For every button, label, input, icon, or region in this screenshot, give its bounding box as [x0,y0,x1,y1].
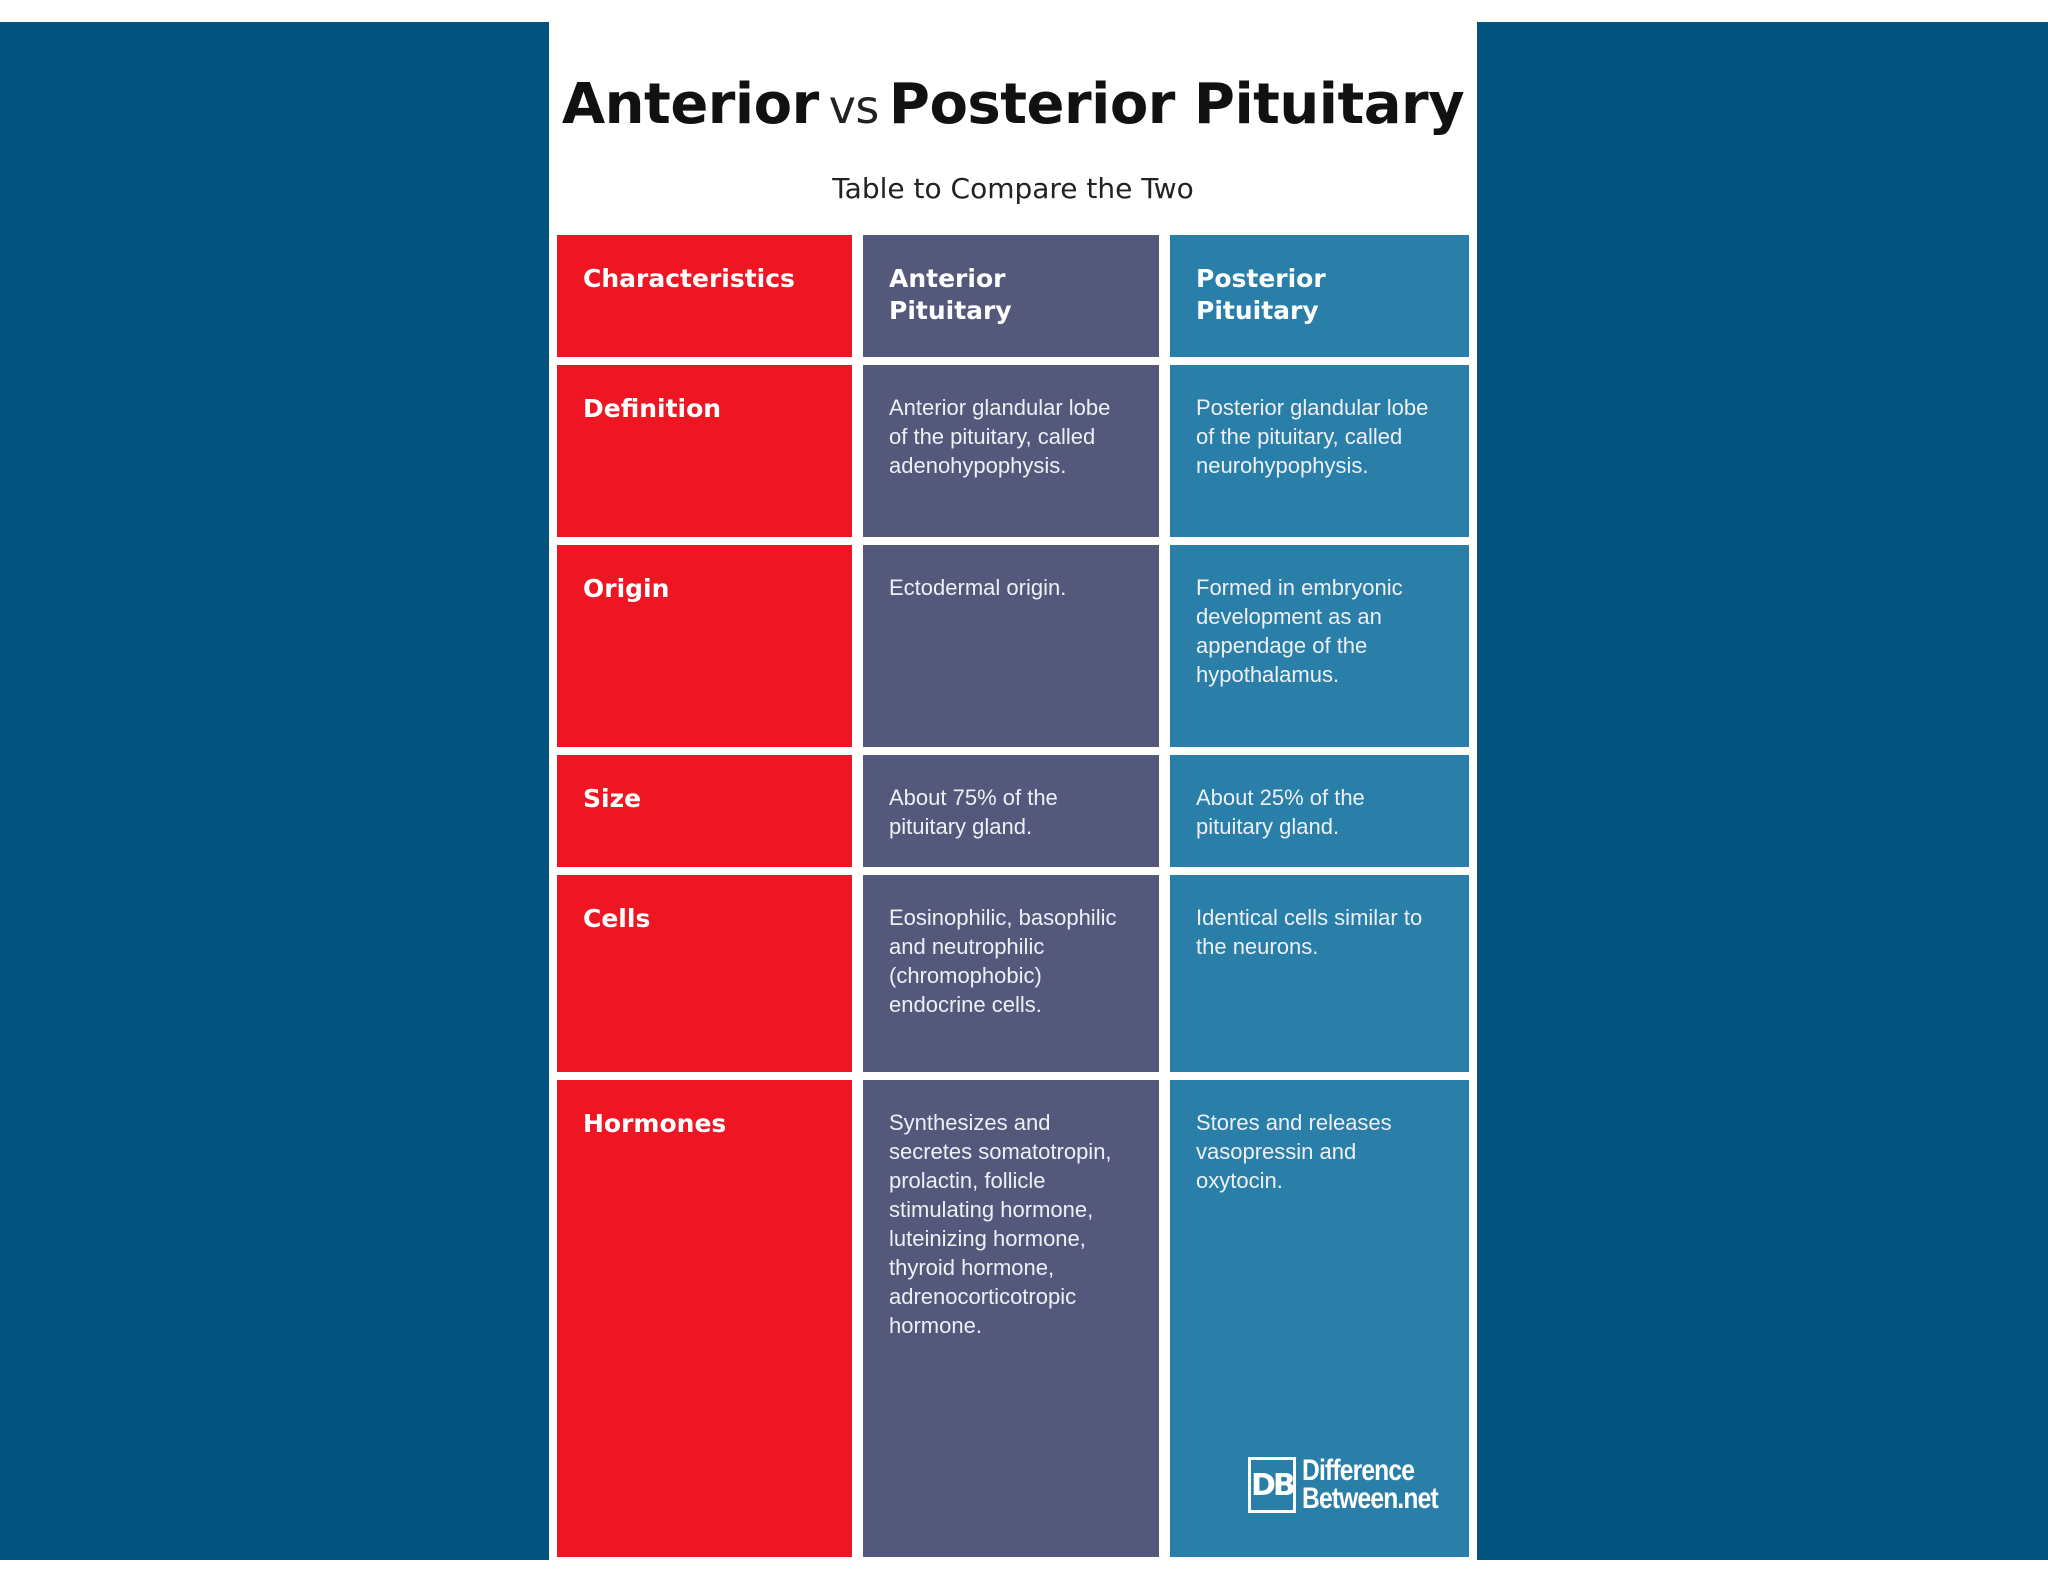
logo-line-2: Between.net [1301,1482,1438,1515]
cell-posterior-size [1170,755,1469,867]
cell-anterior-origin [863,545,1159,747]
header-posterior-pituitary: Posterior Pituitary [1170,235,1469,357]
row-label-origin: Origin [557,545,852,747]
cell-anterior-size [863,755,1159,867]
row-label-hormones: Hormones [557,1080,852,1557]
cell-text: About 25% of the pituitary gland. [1196,785,1365,839]
logo-wordmark [1301,1454,1438,1515]
cell-text: About 75% of the pituitary gland. [889,785,1058,839]
cell-posterior-origin [1170,545,1469,747]
left-background-band [0,22,549,1560]
page-subtitle: Table to Compare the Two [832,172,1194,205]
right-background-band [1477,22,2048,1560]
logo-line-1: Difference [1301,1454,1414,1487]
title-part-anterior: Anterior [561,72,819,137]
row-label-cells: Cells [557,875,852,1072]
header-anterior-pituitary: Anterior Pituitary [863,235,1159,357]
cell-text: Stores and releases vasopressin and oxytocin. [1196,1110,1392,1193]
cell-text: Ectodermal origin. [889,575,1067,600]
comparison-table [557,235,1469,1557]
cell-text: Formed in embryonic development as an appendage of the hypothalamus. [1196,575,1403,687]
cell-text: Anterior glandular lobe of the pituitary, called adenohypophysis. [889,395,1111,478]
title-part-posterior: Posterior Pituitary [888,72,1465,137]
cell-anterior-definition [863,365,1159,537]
difference-between-logo [1248,1452,1448,1518]
cell-text: Identical cells similar to the neurons. [1196,905,1423,959]
cell-text: Posterior glandular lobe of the pituitary, called neurohypophysis. [1196,395,1429,478]
page-title [549,72,1477,137]
cell-text: Eosinophilic, basophilic and neutrophilic (chromophobic) endocrine cells. [889,905,1117,1017]
cell-anterior-cells [863,875,1159,1072]
row-label-size: Size [557,755,852,867]
title-vs: vs [828,80,879,134]
cell-posterior-cells [1170,875,1469,1072]
cell-text: Synthesizes and secretes somatotropin, prolactin, follicle stimulating hormone, luteinizing hormone, thyroid hormone, adrenocorticotropic hormone. [889,1110,1112,1338]
cell-anterior-hormones [863,1080,1159,1557]
comparison-card [549,22,1477,1560]
header-characteristics: Characteristics [557,235,852,357]
db-logo-mark: DB [1248,1457,1296,1513]
row-label-definition: Definition [557,365,852,537]
cell-posterior-definition [1170,365,1469,537]
